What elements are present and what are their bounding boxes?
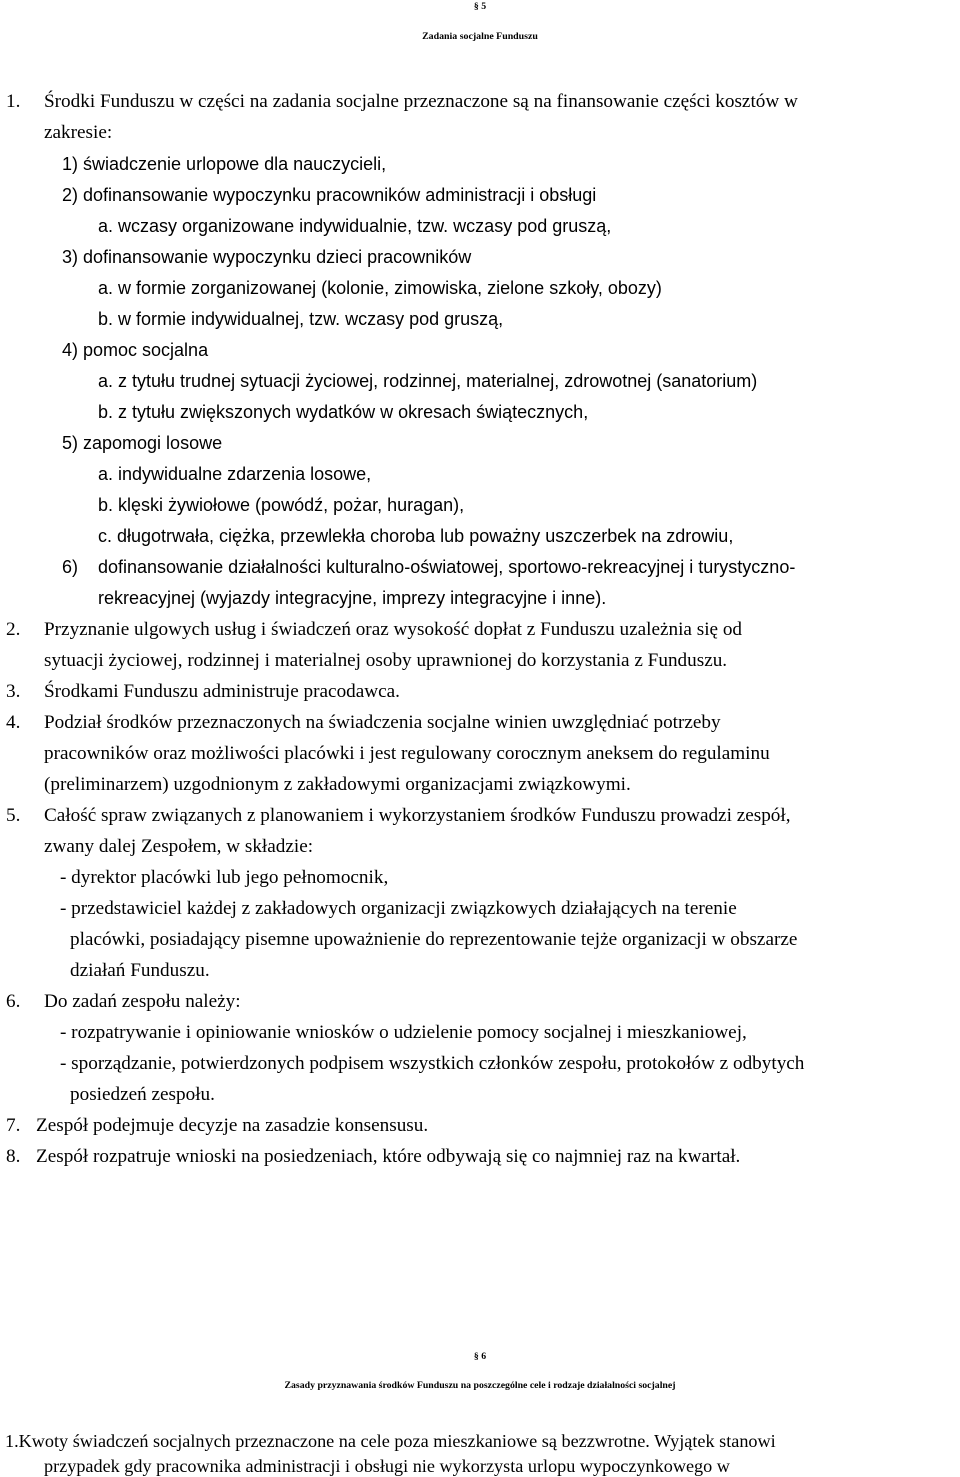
section-5-heading: § 5 — [473, 1, 487, 12]
item-6-task-2-line-2: posiedzeń zespołu. — [70, 1084, 215, 1105]
subitem-6-number: 6) — [62, 557, 79, 577]
item-8-number: 8. — [6, 1146, 21, 1167]
section-6-heading: § 6 — [473, 1351, 487, 1362]
subitem-4: 4) pomoc socjalna — [62, 340, 209, 360]
subitem-3-b: b. w formie indywidualnej, tzw. wczasy pod gruszą, — [98, 309, 504, 329]
item-6-task-1: - rozpatrywanie i opiniowanie wniosków o udzielenie pomocy socjalnej i mieszkaniowej, — [60, 1022, 747, 1043]
item-5-member-2-line-2: placówki, posiadający pisemne upoważnienie do reprezentowanie tejże organizacji w obszarze — [70, 929, 798, 950]
item-2-line-1: Przyznanie ulgowych usług i świadczeń oraz wysokość dopłat z Funduszu uzależnia się od — [44, 619, 743, 640]
item-5-line-1: Całość spraw związanych z planowaniem i wykorzystaniem środków Funduszu prowadzi zespół, — [44, 805, 791, 826]
subitem-4-a: a. z tytułu trudnej sytuacji życiowej, rodzinnej, materialnej, zdrowotnej (sanatorium) — [98, 371, 758, 391]
item-5-member-2-line-1: - przedstawiciel każdej z zakładowych organizacji związkowych działających na terenie — [60, 898, 737, 919]
section-5-title: Zadania socjalne Funduszu — [422, 31, 538, 42]
item-2-line-2: sytuacji życiowej, rodzinnej i materialnej osoby uprawnionej do korzystania z Funduszu. — [44, 650, 728, 671]
subitem-3: 3) dofinansowanie wypoczynku dzieci pracowników — [62, 247, 472, 267]
subitem-5-a: a. indywidualne zdarzenia losowe, — [98, 464, 372, 484]
subitem-4-b: b. z tytułu zwiększonych wydatków w okresach świątecznych, — [98, 402, 589, 422]
item-1-line-1: Środki Funduszu w części na zadania socjalne przeznaczone są na finansowanie części kosztów w — [44, 91, 798, 112]
section-6-item-1-line-1: 1.Kwoty świadczeń socjalnych przeznaczone na cele poza mieszkaniowe są bezzwrotne. Wyjątek stanowi — [5, 1431, 776, 1451]
item-6-task-2-line-1: - sporządzanie, potwierdzonych podpisem wszystkich członków zespołu, protokołów z odbytych — [60, 1053, 805, 1074]
item-4-line-1: Podział środków przeznaczonych na świadczenia socjalne winien uwzględniać potrzeby — [44, 712, 721, 733]
item-4-line-2: pracowników oraz możliwości placówki i jest regulowany corocznym aneksem do regulaminu — [44, 743, 770, 764]
item-2-number: 2. — [6, 619, 21, 640]
item-5-number: 5. — [6, 805, 21, 826]
item-6-line-1: Do zadań zespołu należy: — [44, 991, 241, 1012]
item-3-number: 3. — [6, 681, 21, 702]
subitem-1: 1) świadczenie urlopowe dla nauczycieli, — [62, 154, 387, 174]
subitem-5-c: c. długotrwała, ciężka, przewlekła choroba lub poważny uszczerbek na zdrowiu, — [98, 526, 734, 546]
section-6-item-1-line-2: przypadek gdy pracownika administracji i obsługi nie wykorzysta urlopu wypoczynkowego w — [44, 1456, 730, 1476]
subitem-6-line-2: rekreacyjnej (wyjazdy integracyjne, imprezy integracyjne i inne). — [98, 588, 607, 608]
subitem-5-b: b. klęski żywiołowe (powódź, pożar, huragan), — [98, 495, 465, 515]
item-7-line-1: Zespół podejmuje decyzje na zasadzie konsensusu. — [36, 1115, 429, 1136]
subitem-6-line-1: dofinansowanie działalności kulturalno-oświatowej, sportowo-rekreacyjnej i turystyczno- — [98, 557, 796, 577]
item-3-line-1: Środkami Funduszu administruje pracodawca. — [44, 681, 400, 702]
item-8-line-1: Zespół rozpatruje wnioski na posiedzeniach, które odbywają się co najmniej raz na kwartał. — [36, 1146, 741, 1167]
item-7-number: 7. — [6, 1115, 21, 1136]
item-4-line-3: (preliminarzem) uzgodnionym z zakładowymi organizacjami związkowymi. — [44, 774, 631, 795]
subitem-3-a: a. w formie zorganizowanej (kolonie, zimowiska, zielone szkoły, obozy) — [98, 278, 662, 298]
section-6-title: Zasady przyznawania środków Funduszu na poszczególne cele i rodzaje działalności socjalnej — [284, 1380, 676, 1391]
item-5-member-2-line-3: działań Funduszu. — [70, 960, 210, 981]
item-4-number: 4. — [6, 712, 21, 733]
subitem-2: 2) dofinansowanie wypoczynku pracowników administracji i obsługi — [62, 185, 597, 205]
item-5-line-2: zwany dalej Zespołem, w składzie: — [44, 836, 314, 857]
item-6-number: 6. — [6, 991, 21, 1012]
subitem-2-a: a. wczasy organizowane indywidualnie, tzw. wczasy pod gruszą, — [98, 216, 612, 236]
item-5-member-1: - dyrektor placówki lub jego pełnomocnik, — [60, 867, 389, 888]
item-1-number: 1. — [6, 91, 21, 112]
item-1-line-2: zakresie: — [44, 122, 113, 143]
subitem-5: 5) zapomogi losowe — [62, 433, 223, 453]
